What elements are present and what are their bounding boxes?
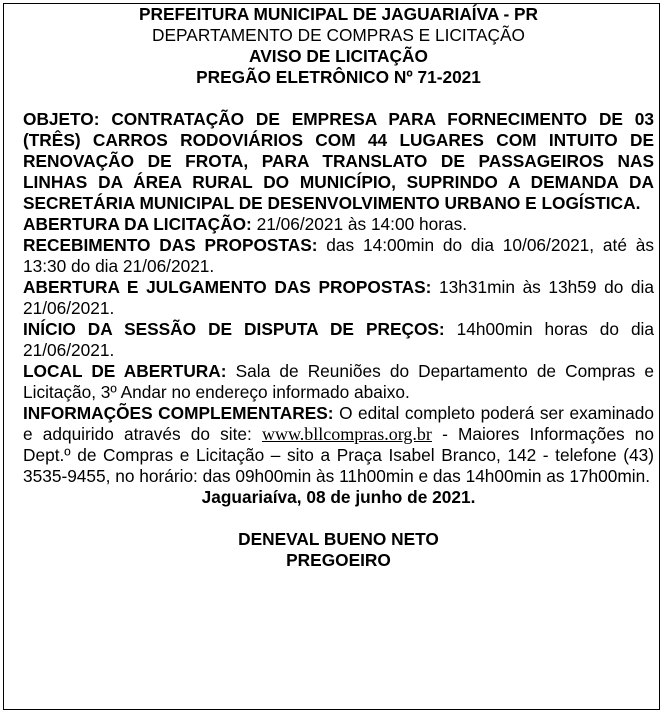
signature-name: DENEVAL BUENO NETO	[238, 529, 439, 549]
spacer	[23, 88, 654, 109]
item-local-abertura	[23, 361, 654, 403]
item-recebimento-propostas	[23, 235, 654, 277]
item-label: INÍCIO DA SESSÃO DE DISPUTA DE PREÇOS:	[23, 319, 445, 339]
item-label: INFORMAÇÕES COMPLEMENTARES:	[23, 403, 334, 423]
item-label: ABERTURA E JULGAMENTO DAS PROPOSTAS:	[23, 277, 432, 297]
item-text: - Maiores Informações no Dept.º de Compras e Licitação – sito a Praça Isabel Branco, 142 - telefone (43) 3535-9455, no horário: das 09h00min às 11h00min e das 14h00min as 17h00min.	[23, 424, 654, 486]
item-text: 14h00min horas do dia 21/06/2021.	[23, 319, 654, 360]
item-label: LOCAL DE ABERTURA:	[23, 361, 227, 381]
website-link[interactable]: www.bllcompras.org.br	[261, 424, 432, 444]
item-label: ABERTURA DA LICITAÇÃO:	[23, 214, 252, 234]
item-abertura-licitacao	[23, 214, 654, 235]
item-label: RECEBIMENTO DAS PROPOSTAS:	[23, 235, 318, 255]
item-informacoes-complementares	[23, 403, 654, 487]
item-text: 21/06/2021 às 14:00 horas.	[251, 214, 468, 234]
item-text: 13h31min às 13h59 do dia 21/06/2021.	[23, 277, 654, 318]
notice-document	[23, 4, 654, 571]
item-abertura-julgamento	[23, 277, 654, 319]
header-line-1: PREFEITURA MUNICIPAL DE JAGUARIAÍVA - PR	[138, 4, 539, 24]
header-line-4: PREGÃO ELETRÔNICO Nº 71-2021	[196, 67, 481, 87]
item-text: O edital completo poderá ser examinado e adquirido através do site:	[23, 403, 655, 444]
date-line: Jaguariaíva, 08 de junho de 2021.	[201, 487, 476, 507]
objeto-paragraph: OBJETO: CONTRATAÇÃO DE EMPRESA PARA FORNECIMENTO DE 03 (TRÊS) CARROS RODOVIÁRIOS COM 44 LUGARES COM INTUITO DE RENOVAÇÃO DE FROTA, PARA TRANSLATO DE PASSAGEIROS NAS LINHAS DA ÁREA RURAL DO MUNICÍPIO, SUPRINDO A DEMANDA DA SECRETÁRIA MUNICIPAL DE DESENVOLVIMENTO URBANO E LOGÍSTICA.	[23, 109, 654, 213]
item-text: das 14:00min do dia 10/06/2021, até às 13:30 do dia 21/06/2021.	[23, 235, 654, 276]
header-line-2: DEPARTAMENTO DE COMPRAS E LICITAÇÃO	[152, 25, 525, 45]
item-text: Sala de Reuniões do Departamento de Compras e Licitação, 3º Andar no endereço informado abaixo.	[23, 361, 654, 402]
header-line-3: AVISO DE LICITAÇÃO	[249, 46, 428, 66]
spacer	[23, 508, 654, 529]
item-inicio-sessao	[23, 319, 654, 361]
signature-role: PREGOEIRO	[286, 550, 391, 570]
